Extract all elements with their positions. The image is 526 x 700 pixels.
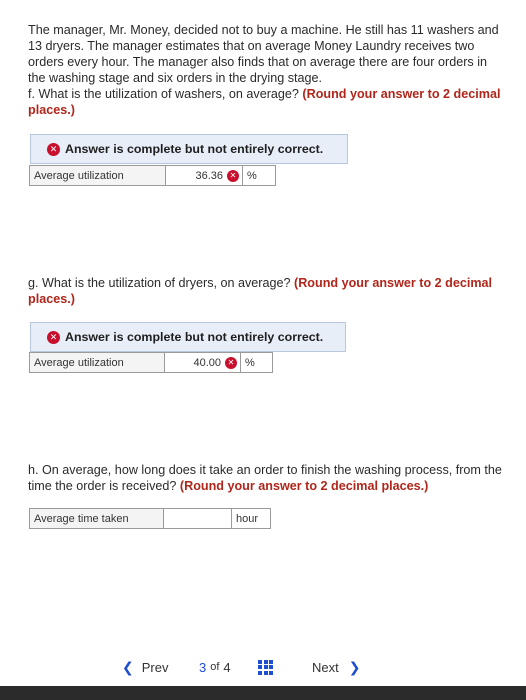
answer-h-label: Average time taken: [29, 508, 164, 529]
question-g-prompt: g. What is the utilization of dryers, on average?: [28, 276, 291, 290]
question-f-prompt: f. What is the utilization of washers, on average?: [28, 87, 299, 101]
next-button[interactable]: [312, 652, 360, 682]
question-g-text: [28, 275, 508, 307]
x-circle-icon: ✕: [47, 143, 60, 156]
x-circle-icon: ✕: [225, 357, 237, 369]
question-h-line: h. On average, how long does it take an order to finish the washing process, from the: [28, 463, 502, 477]
prev-button[interactable]: [122, 652, 168, 682]
answer-f-status-banner: [30, 134, 348, 164]
grid-icon: [258, 660, 273, 675]
answer-f-row: [29, 165, 276, 186]
answer-h-unit: hour: [232, 508, 271, 529]
page-total: 4: [223, 659, 231, 675]
answer-f-status-text: Answer is complete but not entirely correct.: [65, 142, 324, 156]
question-h-instruction: (Round your answer to 2 decimal places.): [179, 479, 429, 493]
bottom-bar: [0, 686, 526, 700]
question-f-instruction-cont: places.): [28, 103, 75, 117]
question-f-line: 13 dryers. The manager estimates that on average Money Laundry receives two: [28, 39, 475, 53]
answer-f-input[interactable]: [166, 165, 243, 186]
answer-f-value: 36.36: [195, 169, 223, 182]
x-circle-icon: ✕: [47, 331, 60, 344]
answer-g-status-banner: [30, 322, 346, 352]
answer-f-label: Average utilization: [29, 165, 166, 186]
question-f-prompt-line: [28, 86, 508, 102]
answer-h-input[interactable]: [164, 508, 232, 529]
answer-g-value: 40.00: [193, 356, 221, 369]
answer-g-label: Average utilization: [29, 352, 165, 373]
chevron-right-icon: ❯: [348, 658, 361, 675]
question-h-text: [28, 462, 516, 494]
question-f-line: The manager, Mr. Money, decided not to buy a machine. He still has 11 washers and: [28, 23, 499, 37]
next-label: Next: [312, 659, 339, 675]
question-f-line: the washing stage and six orders in the drying stage.: [28, 71, 323, 85]
question-f-line: orders every hour. The manager also finds that on average there are four orders in: [28, 55, 488, 69]
x-circle-icon: ✕: [227, 170, 239, 182]
question-f-text: [28, 22, 508, 118]
chevron-left-icon: ❮: [122, 658, 134, 675]
answer-g-row: [29, 352, 273, 373]
page-current: 3: [199, 659, 207, 675]
answer-g-input[interactable]: [165, 352, 241, 373]
grid-button[interactable]: [258, 652, 273, 682]
question-h-line: time the order is received?: [28, 479, 177, 493]
question-g-instruction-cont: places.): [28, 292, 75, 306]
answer-f-unit: %: [243, 165, 276, 186]
page-of: of: [210, 661, 220, 673]
answer-g-unit: %: [241, 352, 273, 373]
page-indicator: [199, 652, 231, 682]
prev-label: Prev: [141, 659, 169, 675]
answer-h-row: [29, 508, 271, 529]
question-f-instruction: (Round your answer to 2 decimal: [302, 87, 501, 101]
answer-g-status-text: Answer is complete but not entirely correct.: [65, 330, 324, 344]
question-g-instruction: (Round your answer to 2 decimal: [294, 276, 493, 290]
